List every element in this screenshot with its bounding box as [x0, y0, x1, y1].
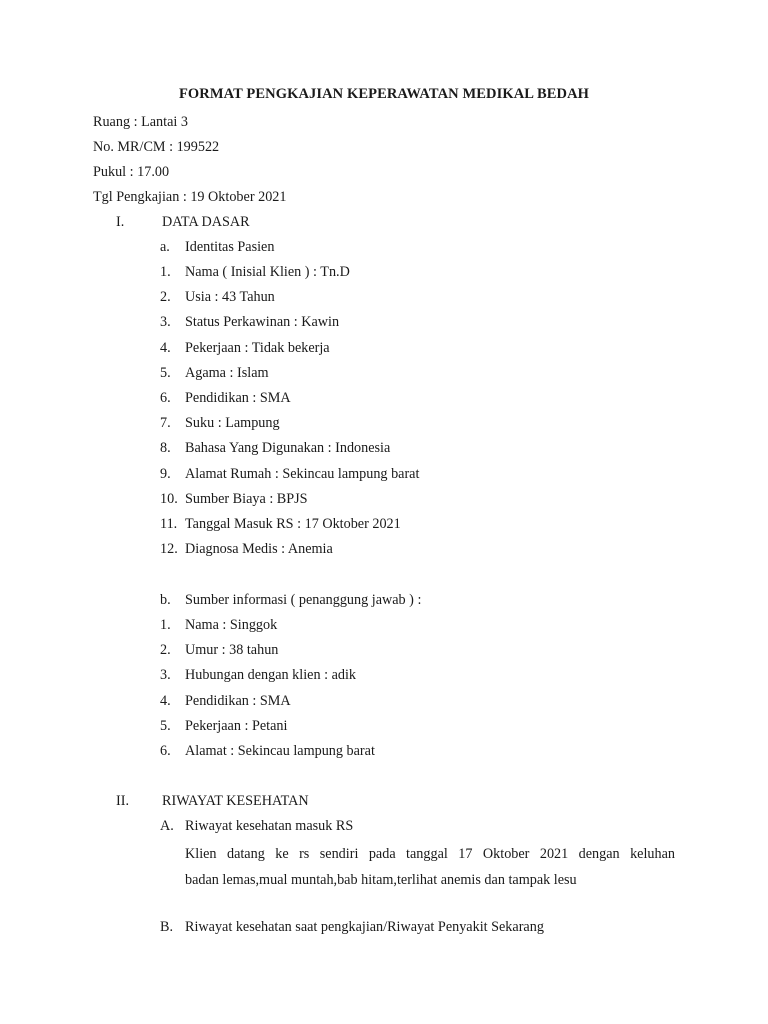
list-item: Nama ( Inisial Klien ) : Tn.D: [185, 264, 350, 280]
sub-A-marker: A.: [160, 818, 174, 834]
section1-heading: DATA DASAR: [162, 214, 250, 230]
sub-A-label: Riwayat kesehatan masuk RS: [185, 818, 354, 834]
list-item: Pekerjaan : Petani: [185, 717, 288, 734]
list-item-number: 10.: [160, 490, 178, 507]
list-item: Sumber Biaya : BPJS: [185, 490, 308, 507]
sub-a-marker: a.: [160, 239, 170, 255]
list-item: Pendidikan : SMA: [185, 692, 291, 709]
list-item-number: 6.: [160, 390, 171, 406]
list-item: Suku : Lampung: [185, 415, 280, 432]
list-item: Hubungan dengan klien : adik: [185, 667, 356, 684]
list-item-number: 12.: [160, 541, 178, 558]
sub-B-label: Riwayat kesehatan saat pengkajian/Riwayat Penyakit Sekarang: [185, 919, 544, 935]
list-item: Nama : Singgok: [185, 617, 278, 633]
list-item-number: 4.: [160, 692, 171, 709]
header-pukul: Pukul : 17.00: [93, 164, 170, 180]
list-item-number: 11.: [160, 516, 178, 532]
document-title: FORMAT PENGKAJIAN KEPERAWATAN MEDIKAL BEDAH: [178, 86, 590, 102]
list-item: Diagnosa Medis : Anemia: [185, 541, 333, 558]
list-item: Alamat : Sekincau lampung barat: [185, 743, 375, 759]
sub-B-marker: B.: [160, 919, 174, 935]
list-item: Alamat Rumah : Sekincau lampung barat: [185, 465, 420, 482]
list-item-number: 4.: [160, 339, 171, 356]
list-item: Pendidikan : SMA: [185, 390, 291, 406]
header-ruang: Ruang : Lantai 3: [93, 114, 188, 130]
list-item-number: 6.: [160, 743, 171, 759]
list-item-number: 3.: [160, 314, 171, 331]
list-item-number: 8.: [160, 440, 171, 457]
list-item-number: 2.: [160, 289, 171, 306]
list-item-number: 3.: [160, 667, 171, 684]
list-item: Status Perkawinan : Kawin: [185, 314, 340, 331]
list-item: Agama : Islam: [185, 364, 269, 381]
riwayat-masuk-paragraph: [185, 841, 675, 893]
list-item: Umur : 38 tahun: [185, 642, 279, 659]
header-tgl-pengkajian: Tgl Pengkajian : 19 Oktober 2021: [93, 189, 287, 205]
section1-numeral: I.: [116, 214, 125, 230]
paragraph-line-1: Klien datang ke rs sendiri pada tanggal 17 Oktober 2021 dengan keluhan: [185, 846, 675, 862]
list-item-number: 5.: [160, 717, 171, 734]
paragraph-line-2: badan lemas,mual muntah,bab hitam,terlihat anemis dan tampak lesu: [185, 872, 577, 888]
header-mr-cm: No. MR/CM : 199522: [93, 139, 220, 155]
list-item-number: 1.: [160, 617, 171, 633]
sub-b-marker: b.: [160, 592, 171, 608]
list-item-number: 2.: [160, 642, 171, 659]
section2-numeral: II.: [116, 793, 129, 809]
sub-a-label: Identitas Pasien: [185, 239, 275, 255]
list-item: Bahasa Yang Digunakan : Indonesia: [185, 440, 391, 457]
list-item-number: 9.: [160, 465, 171, 482]
list-item: Pekerjaan : Tidak bekerja: [185, 339, 330, 356]
section2-heading: RIWAYAT KESEHATAN: [162, 793, 309, 809]
list-item-number: 1.: [160, 264, 171, 280]
list-item-number: 7.: [160, 415, 171, 432]
sub-b-label: Sumber informasi ( penanggung jawab ) :: [185, 592, 422, 608]
list-item: Usia : 43 Tahun: [185, 289, 275, 306]
list-item: Tanggal Masuk RS : 17 Oktober 2021: [185, 516, 401, 532]
list-item-number: 5.: [160, 364, 171, 381]
